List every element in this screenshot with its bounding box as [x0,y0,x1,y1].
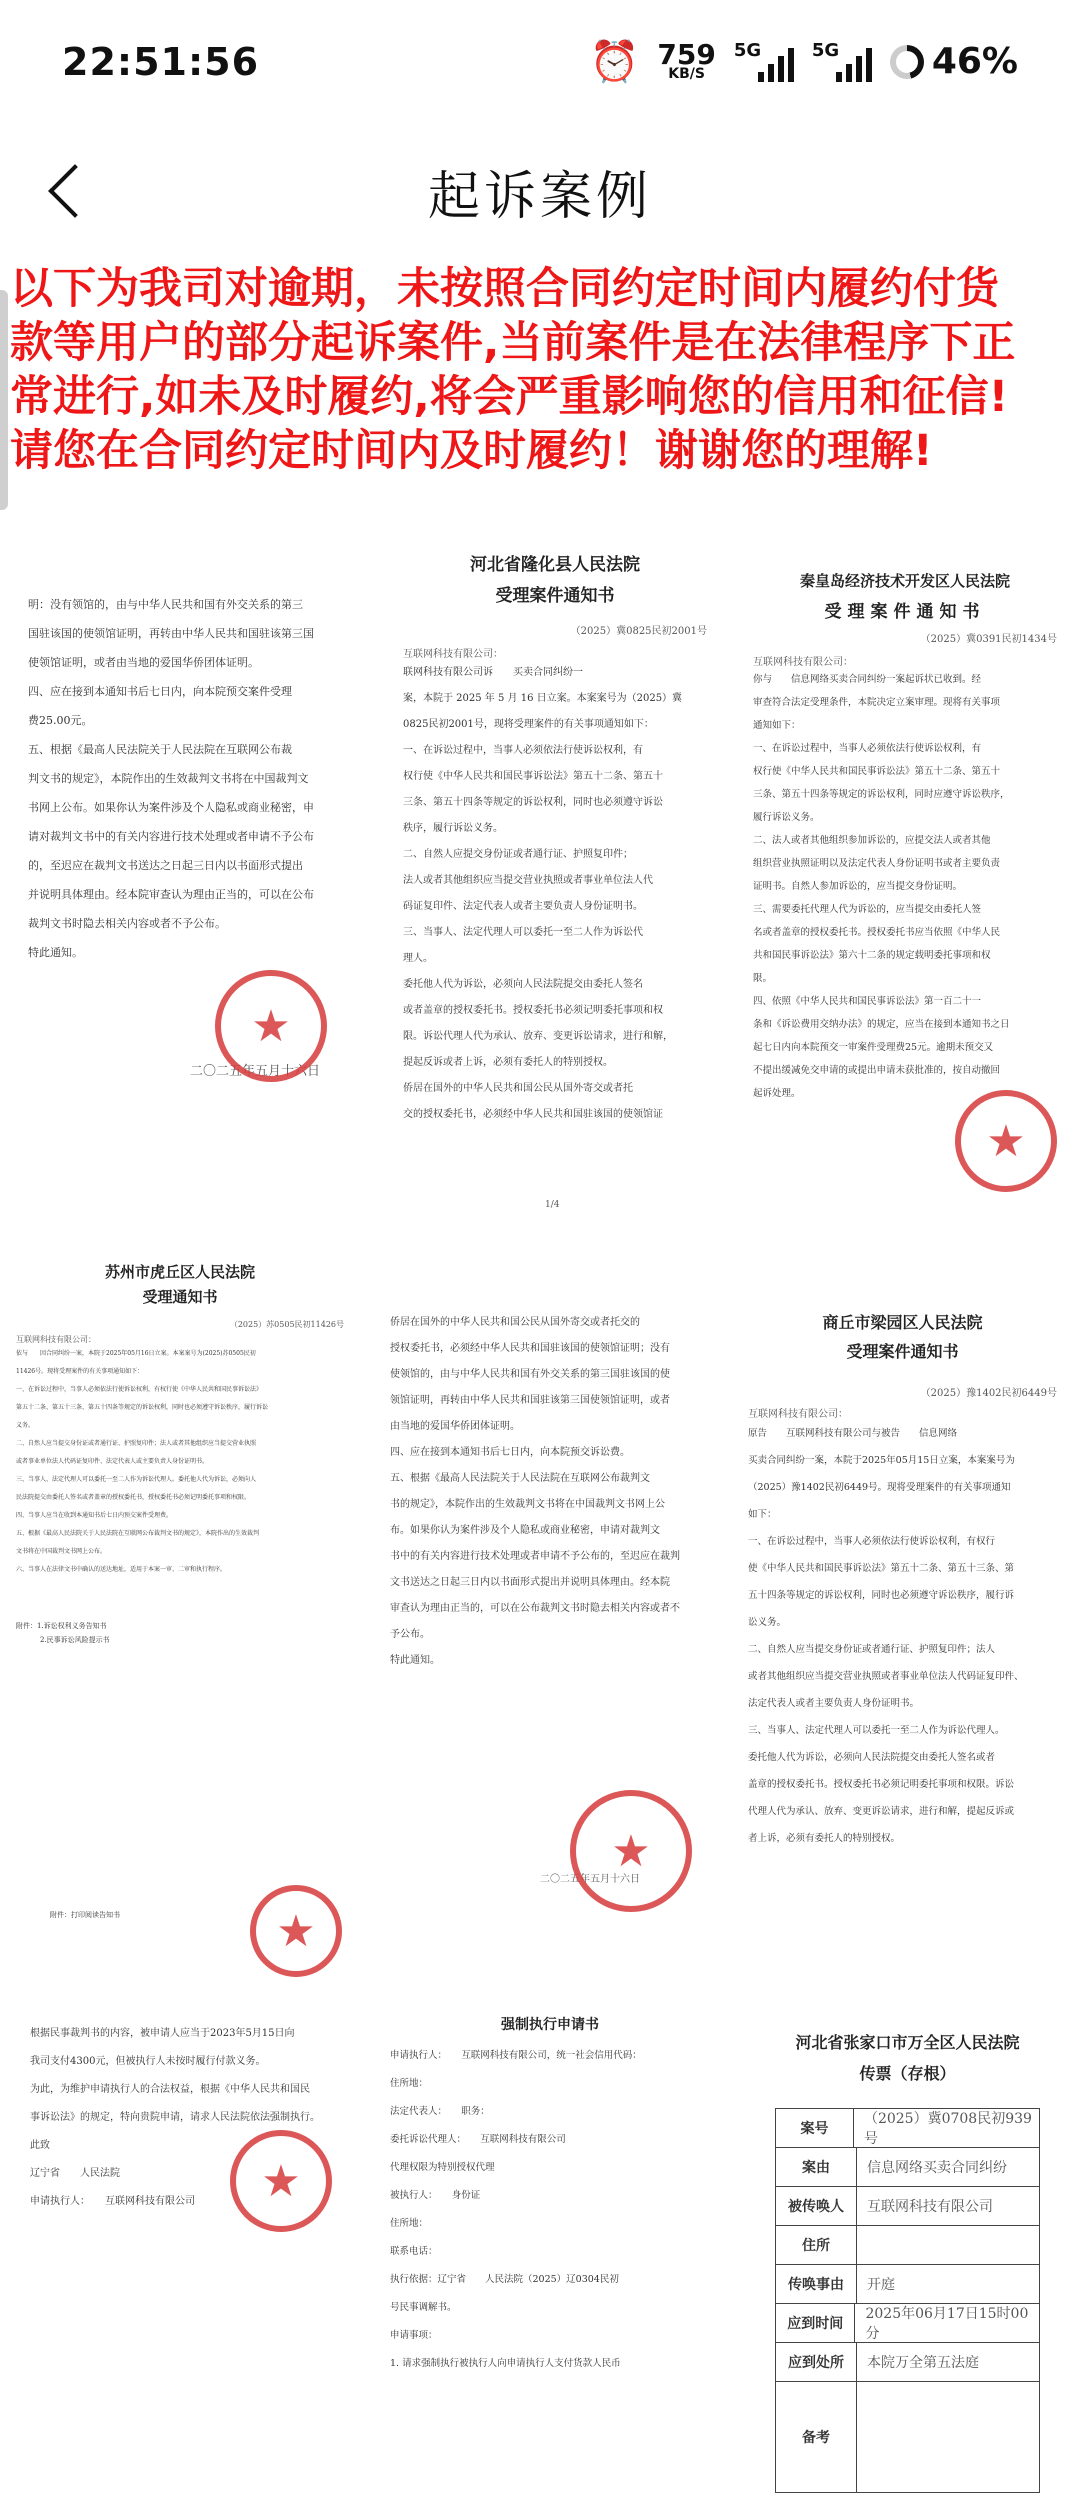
document-line: 三、当事人、法定代理人可以委托一至二人作为诉讼代理人。委托他人代为诉讼，必须向人 [16,1476,257,1483]
court-seal-icon [250,1885,342,1977]
document-line: 交的授权委托书，必须经中华人民共和国驻该国的使领馆证 [403,1109,663,1120]
summons-field-value: 信息网络买卖合同纠纷 [867,2160,1007,2176]
attachment-item: 2.民事诉讼风险提示书 [40,1636,110,1644]
document-body [403,660,707,1128]
document-line: 权行使《中华人民共和国民事诉讼法》第五十二条、第五十 [403,771,663,782]
summons-field-label: 应到处所 [776,2343,857,2381]
document-line: 为此，为维护申请执行人的合法权益，根据《中华人民共和国民 [30,2084,310,2095]
document-line: 起七日内向本院预交一审案件受理费25元。逾期未预交又 [753,1042,994,1053]
document-line: 申请执行人： 互联网科技有限公司 [30,2196,195,2207]
document-line: 不提出缓减免交申请的或提出申请未获批准的，按自动撤回 [753,1065,1001,1076]
document-line: 住所地： [390,2218,429,2229]
signal-5g-icon-2 [811,39,872,82]
document-body [748,1420,1057,1852]
page-title: 起诉案例 [427,167,652,227]
document-line: 权行使《中华人民共和国民事诉讼法》第五十二条、第五十 [753,766,1001,777]
document-line: 费25.00元。 [28,714,93,727]
document-footer: 附件：打印阅读告知书 [50,1911,120,1919]
document-line: 法定代表人或者主要负责人身份证明书。 [748,1698,920,1709]
document-line: 五、根据《最高人民法院关于人民法院在互联网公布裁判文 [390,1473,650,1484]
document-line: 二、自然人应当提交身份证或者通行证、护照复印件；法人 [748,1644,996,1655]
document-line: 的，至迟应在裁判文书送达之日起三日内以书面形式提出 [28,859,303,872]
document-line: 民法院提交由委托人签名或者盖章的授权委托书，授权委托书必须记明委托事项和权限。 [16,1494,251,1501]
document-line: 侨居在国外的中华人民共和国公民从国外寄交或者托交的 [390,1317,640,1328]
battery-percent: 46% [931,41,1018,82]
case-document-7[interactable] [20,1980,355,2414]
document-line: 五、根据《最高人民法院关于人民法院在互联网公布裁 [28,743,292,756]
document-body [28,590,347,967]
document-line: 四、应在接到本通知书后七日内，向本院预交案件受理 [28,685,292,698]
document-line: 买卖合同纠纷一案，本院于2025年05月15日立案，本案案号为 [748,1455,1015,1466]
document-line: 共和国民事诉讼法》第六十二条的规定载明委托事项和权 [753,950,991,961]
document-line: （2025）豫1402民初6449号。现将受理案件的有关事项通知 [748,1482,1011,1493]
summons-field-value: （2025）冀0708民初939号 [863,2111,1032,2147]
case-document-6[interactable] [740,1300,1065,1940]
document-body [390,1310,710,1674]
document-line: 一、在诉讼过程中，当事人必须依法行使诉讼权利，有权行使《中华人民共和国民事诉讼法》 [16,1386,263,1393]
document-line: 证明书。自然人参加诉讼的，应当提交身份证明。 [753,881,963,892]
document-line: 11426号。现将受理案件的有关事项通知如下： [16,1368,144,1375]
summons-row [776,2382,1039,2492]
scroll-indicator[interactable] [0,290,8,510]
document-title: 强制执行申请书 [501,2017,599,2033]
summons-field-label: 应到时间 [776,2304,855,2342]
document-line: 根据民事裁判书的内容，被申请人应当于2023年5月15日向 [30,2028,295,2039]
document-line: 特此通知。 [28,946,83,959]
document-line: 义务。 [16,1422,35,1429]
document-line: 或者其他组织应当提交营业执照或者事业单位法人代码证复印件、 [748,1671,1024,1682]
status-time: 22:51:56 [62,40,260,84]
case-number: （2025）冀0825民初2001号 [570,626,707,637]
document-line: 四、当事人应当在收到本通知书后七日内预交案件受理费。 [16,1512,173,1519]
notice-line: 常进行,如未及时履约,将会严重影响您的信用和征信! [10,372,1009,422]
document-line: 条和《诉讼费用交纳办法》的规定，应当在接到本通知书之日 [753,1019,1010,1030]
summons-field-label: 被传唤人 [776,2187,857,2225]
document-line: 由当地的爱国华侨团体证明。 [390,1421,520,1432]
document-line: 明：没有领馆的，由与中华人民共和国有外交关系的第三 [28,598,303,611]
notice-line: 请您在合同约定时间内及时履约！谢谢您的理解! [10,426,933,476]
document-line: 五十四条等规定的诉讼权利，同时也必须遵守诉讼秩序，履行诉 [748,1590,1015,1601]
document-line: 委托他人代为诉讼，必须向人民法院提交由委托人签名 [403,979,643,990]
document-line: 第五十二条、第五十三条、第五十四条等规定的诉讼权利，同时也必须遵守诉讼秩序，履行诉讼 [16,1404,269,1411]
document-line: 判文书的规定》，本院作出的生效裁判文书将在中国裁判文 [28,772,309,785]
summons-row [776,2109,1039,2148]
document-date: 二〇二五年五月十六日 [190,1064,321,1079]
court-name: 商丘市梁园区人民法院 [822,1313,983,1332]
court-seal-icon [230,2130,332,2232]
document-line: 使领馆的，由与中华人民共和国有外交关系的第三国驻该国的使 [390,1369,670,1380]
party-name: 互联网科技有限公司： [403,649,503,660]
case-number: （2025）苏0505民初11426号 [229,1320,344,1329]
document-line: 号民事调解书。 [390,2302,457,2313]
document-line: 住所地： [390,2078,429,2089]
document-line: 四、应在接到本通知书后七日内，向本院预交诉讼费。 [390,1447,630,1458]
document-line: 请对裁判文书中的有关内容进行技术处理或者申请不予公布 [28,830,314,843]
network-speed-unit: KB/S [668,66,705,83]
battery-icon [890,45,924,79]
document-line: 1. 请求强制执行被执行人向申请执行人支付货款人民币 [390,2358,621,2369]
court-seal-icon [955,1090,1057,1192]
party-name: 互联网科技有限公司： [16,1335,96,1344]
warning-notice [10,262,1070,478]
document-line: 六、当事人在法律文书中确认的送达地址，适用于本案一审、二审和执行程序。 [16,1566,227,1573]
court-name: 河北省隆化县人民法院 [470,555,640,575]
case-document-5[interactable] [380,1290,720,1930]
case-document-1[interactable] [20,570,355,1220]
summons-field-value: 开庭 [867,2277,895,2293]
document-line: 辽宁省 人民法院 [30,2168,120,2179]
document-line: 国驻该国的使领馆证明，再转由中华人民共和国驻该第三国 [28,627,314,640]
document-body [753,668,1057,1105]
document-line: 五、根据《最高人民法院关于人民法院在互联网公布裁判文书的规定》，本院作出的生效裁判 [16,1530,260,1537]
document-line: 理人。 [403,953,433,964]
document-line: 二、自然人应提交身份证或者通行证、护照复印件； [403,849,633,860]
document-line: 委托他人代为诉讼，必须向人民法院提交由委托人签名或者 [748,1752,996,1763]
summons-row [776,2187,1039,2226]
alarm-icon: ⏰ [589,39,640,85]
document-line: 通知如下： [753,720,801,731]
summons-field-value: 本院万全第五法庭 [867,2355,979,2371]
document-line: 秩序，履行诉讼义务。 [403,823,503,834]
document-line: 书中的有关内容进行技术处理或者申请不予公布的，至迟应在裁判 [390,1551,680,1562]
signal-label: 5G [733,39,762,61]
case-number: （2025）冀0391民初1434号 [920,634,1057,645]
document-body [16,1345,344,1579]
network-speed-value: 759 [657,37,716,71]
party-name: 互联网科技有限公司： [753,657,853,668]
document-line: 审查认为理由正当的，可以在公布裁判文书时隐去相关内容或者不 [390,1603,680,1614]
summons-field-label: 传唤事由 [776,2265,857,2303]
document-line: 三条、第五十四条等规定的诉讼权利，同时也必须遵守诉讼 [403,797,663,808]
document-line: 名或者盖章的授权委托书。授权委托书应当依照《中华人民 [753,927,1001,938]
document-line: 限。诉讼代理人代为承认、放弃、变更诉讼请求，进行和解， [403,1031,673,1042]
document-line: 事诉讼法》的规定，特向贵院申请，请求人民法院依法强制执行。 [30,2112,320,2123]
signal-5g-icon [733,39,794,82]
document-subtitle: 受理案件通知书 [495,586,615,606]
document-line: 代理人代为承认、放弃、变更诉讼请求，进行和解，提起反诉或 [748,1806,1015,1817]
document-line: 文书送达之日起三日内以书面形式提出并说明具体理由。经本院 [390,1577,670,1588]
attachment-list [16,1619,344,1647]
summons-row [776,2226,1039,2265]
document-line: 限。 [753,973,773,984]
summons-field-label: 备考 [776,2382,857,2492]
document-line: 并说明具体理由。经本院审查认为理由正当的，可以在公布 [28,888,314,901]
court-name: 秦皇岛经济技术开发区人民法院 [799,572,1010,590]
document-body [390,2042,710,2378]
document-line: 书的规定》，本院作出的生效裁判文书将在中国裁判文书网上公 [390,1499,665,1510]
document-line: 领馆证明，再转由中华人民共和国驻该第三国使领馆证明，或者 [390,1395,670,1406]
document-line: 一、在诉讼过程中，当事人必须依法行使诉讼权利，有权行 [748,1536,996,1547]
document-subtitle: 受理通知书 [142,1288,218,1306]
case-document-3[interactable] [745,560,1065,1200]
document-line: 授权委托书，必须经中华人民共和国驻该国的使领馆证明；没有 [390,1343,670,1354]
document-line: 0825民初2001号，现将受理案件的有关事项通知如下： [403,719,654,730]
document-line: 法定代表人： 职务： [390,2106,490,2117]
document-line: 使《中华人民共和国民事诉讼法》第五十二条、第五十三条、第 [748,1563,1015,1574]
document-line: 审查符合法定受理条件，本院决定立案审理。现将有关事项 [753,697,1001,708]
case-document-4[interactable] [10,1245,350,1965]
document-line: 使领馆证明，或者由当地的爱国华侨团体证明。 [28,656,259,669]
document-line: 一、在诉讼过程中，当事人必须依法行使诉讼权利，有 [753,743,982,754]
document-line: 履行诉讼义务。 [753,812,820,823]
summons-table [775,2108,1040,2493]
document-line: 三、需要委托代理人代为诉讼的，应当提交由委托人签 [753,904,982,915]
summons-field-value: 2025年06月17日15时00分 [865,2306,1029,2342]
document-line: 文书将在中国裁判文书网上公布。 [16,1548,107,1555]
document-date: 二〇二五年五月十六日 [540,1874,640,1885]
document-line: 盖章的授权委托书。授权委托书必须记明委托事项和权限。诉讼 [748,1779,1015,1790]
case-document-2[interactable] [395,540,715,1220]
status-bar [0,0,1080,120]
document-subtitle: 受理案件通知书 [846,1342,959,1361]
document-line: 此致 [30,2140,50,2151]
document-line: 起诉处理。 [753,1088,801,1099]
document-line: 我司支付4300元，但被执行人未按时履行付款义务。 [30,2056,266,2067]
document-line: 二、自然人应当提交身份证或者通行证、护照复印件；法人或者其他组织应当提交营业执照 [16,1440,257,1447]
attachment-item: 附件：1.诉讼权利义务告知书 [16,1622,107,1630]
document-line: 法人或者其他组织应当提交营业执照或者事业单位法人代 [403,875,653,886]
document-line: 三、当事人、法定代理人可以委托一至二人作为诉讼代 [403,927,643,938]
document-line: 委托诉讼代理人： 互联网科技有限公司 [390,2134,566,2145]
case-document-8[interactable] [380,2010,720,2414]
summons-field-label: 住所 [776,2226,857,2264]
status-icons [590,38,1018,85]
case-number: （2025）豫1402民初6449号 [920,1388,1057,1399]
document-line: 联系电话： [390,2246,438,2257]
party-name: 互联网科技有限公司： [748,1409,848,1420]
document-line: 被执行人： 身份证 [390,2190,481,2201]
summons-field-value: 互联网科技有限公司 [867,2199,993,2215]
document-line: 依与 因合同纠纷一案，本院于2025年05月16日立案。本案案号为(2025)苏0505民初 [16,1350,256,1357]
document-line: 码证复印件、法定代表人或者主要负责人身份证明书。 [403,901,643,912]
document-line: 原告 互联网科技有限公司与被告 信息网络 [748,1428,958,1439]
summons-row [776,2304,1039,2343]
case-image-grid [0,540,1080,2446]
court-seal-icon [215,970,327,1082]
document-subtitle: 受理案件通知书 [824,602,986,622]
document-line: 特此通知。 [390,1655,440,1666]
document-line: 裁判文书时隐去相关内容或者不予公布。 [28,917,226,930]
document-subtitle: 传票（存根） [859,2064,956,2083]
document-line: 一、在诉讼过程中，当事人必须依法行使诉讼权利，有 [403,745,643,756]
document-line: 案，本院于 2025 年 5 月 16 日立案。本案案号为（2025）冀 [403,693,683,704]
document-line: 提起反诉或者上诉，必须有委托人的特别授权。 [403,1057,613,1068]
notice-line: 以下为我司对逾期，未按照合同约定时间内履约付货 [10,264,999,314]
document-line: 二、法人或者其他组织参加诉讼的，应提交法人或者其他 [753,835,991,846]
document-line: 代理权限为特别授权代理 [390,2162,495,2173]
document-line: 侨居在国外的中华人民共和国公民从国外寄交或者托 [403,1083,633,1094]
document-line: 四、依照《中华人民共和国民事诉讼法》第一百二十一 [753,996,982,1007]
nav-bar [0,130,1080,250]
document-line: 申请事项： [390,2330,438,2341]
document-line: 申请执行人： 互联网科技有限公司，统一社会信用代码： [390,2050,642,2061]
notice-line: 款等用户的部分起诉案件,当前案件是在法律程序下正 [10,318,1016,368]
document-line: 布。如果你认为案件涉及个人隐私或商业秘密，申请对裁判文 [390,1525,660,1536]
court-seal-icon [570,1790,692,1912]
document-line: 如下： [748,1509,777,1520]
document-line: 者上诉，必须有委托人的特别授权。 [748,1833,901,1844]
document-line: 或者事业单位法人代码证复印件、法定代表人或主要负责人身份证明书。 [16,1458,209,1465]
document-line: 三条、第五十四条等规定的诉讼权利，同时应遵守诉讼秩序， [753,789,1010,800]
court-name: 河北省张家口市万全区人民法院 [795,2033,1020,2052]
document-line: 组织营业执照证明以及法定代表人身份证明书或者主要负责 [753,858,1001,869]
summons-row [776,2265,1039,2304]
signal-label-2: 5G [811,39,840,61]
case-document-9[interactable] [745,1990,1070,2446]
document-line: 书网上公布。如果你认为案件涉及个人隐私或商业秘密，申 [28,801,314,814]
document-line: 或者盖章的授权委托书。授权委托书必须记明委托事项和权 [403,1005,663,1016]
summons-row [776,2148,1039,2187]
page-number: 1/4 [545,1200,560,1210]
document-line: 讼义务。 [748,1617,787,1628]
battery-indicator [890,41,1018,82]
document-line: 执行依据：辽宁省 人民法院（2025）辽0304民初 [390,2274,619,2285]
document-line: 联网科技有限公司诉 买卖合同纠纷一 [403,667,583,678]
document-line: 三、当事人、法定代理人可以委托一至二人作为诉讼代理人。 [748,1725,1005,1736]
document-line: 你与 信息网络买卖合同纠纷一案起诉状已收到。经 [753,674,982,685]
document-line: 予公布。 [390,1629,430,1640]
network-speed [657,37,716,83]
court-name: 苏州市虎丘区人民法院 [104,1263,255,1281]
summons-field-label: 案号 [776,2109,854,2147]
summons-row [776,2343,1039,2382]
summons-field-label: 案由 [776,2148,857,2186]
